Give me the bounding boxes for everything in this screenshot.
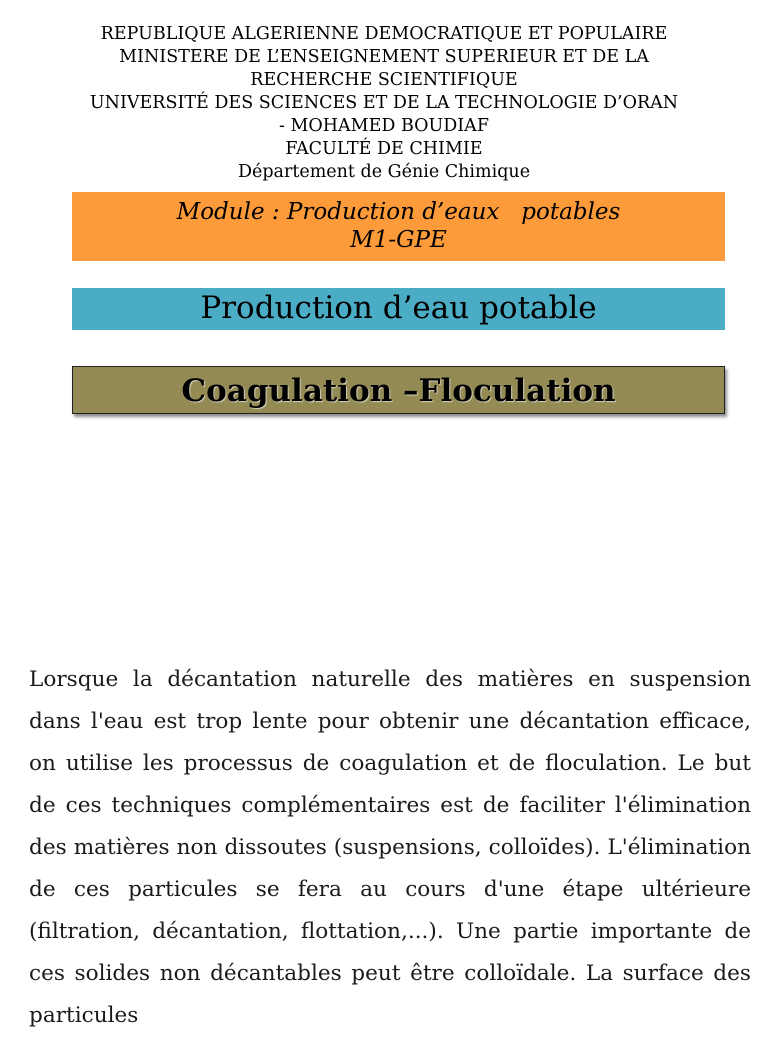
production-title: Production d’eau potable xyxy=(200,290,597,326)
header-line-university: UNIVERSITÉ DES SCIENCES ET DE LA TECHNOLOGIE D’ORAN xyxy=(89,93,679,113)
header-line-department: Département de Génie Chimique xyxy=(237,162,531,182)
document-header xyxy=(0,23,768,184)
production-banner xyxy=(72,288,725,330)
header-line-research: RECHERCHE SCIENTIFIQUE xyxy=(250,70,518,90)
body-paragraph: Lorsque la décantation naturelle des matières en suspension dans l'eau est trop lente pour obtenir une décantation efficace, on utilise les processus de coagulation et de floculation. Le but de ces techniques complémentaires est de faciliter l'élimination des matières non dissoutes (suspensions, colloïdes). L'élimination de ces particules se fera au cours d'une étape ultérieure (filtration, décantation, flottation,...). Une partie importante de ces solides non décantables peut être colloïdale. La surface des particules xyxy=(29,667,751,1028)
module-banner xyxy=(72,192,725,261)
header-line-ministry: MINISTERE DE L’ENSEIGNEMENT SUPERIEUR ET DE LA xyxy=(119,47,649,67)
section-banner xyxy=(72,366,725,414)
module-code: M1-GPE xyxy=(350,227,447,253)
header-line-university-name: - MOHAMED BOUDIAF xyxy=(279,116,489,136)
header-line-faculty: FACULTÉ DE CHIMIE xyxy=(285,139,483,159)
section-title: Coagulation –Floculation xyxy=(181,373,616,409)
header-line-republic: REPUBLIQUE ALGERIENNE DEMOCRATIQUE ET POPULAIRE xyxy=(100,24,668,44)
module-name: Module : Production d’eaux potables xyxy=(176,199,621,225)
